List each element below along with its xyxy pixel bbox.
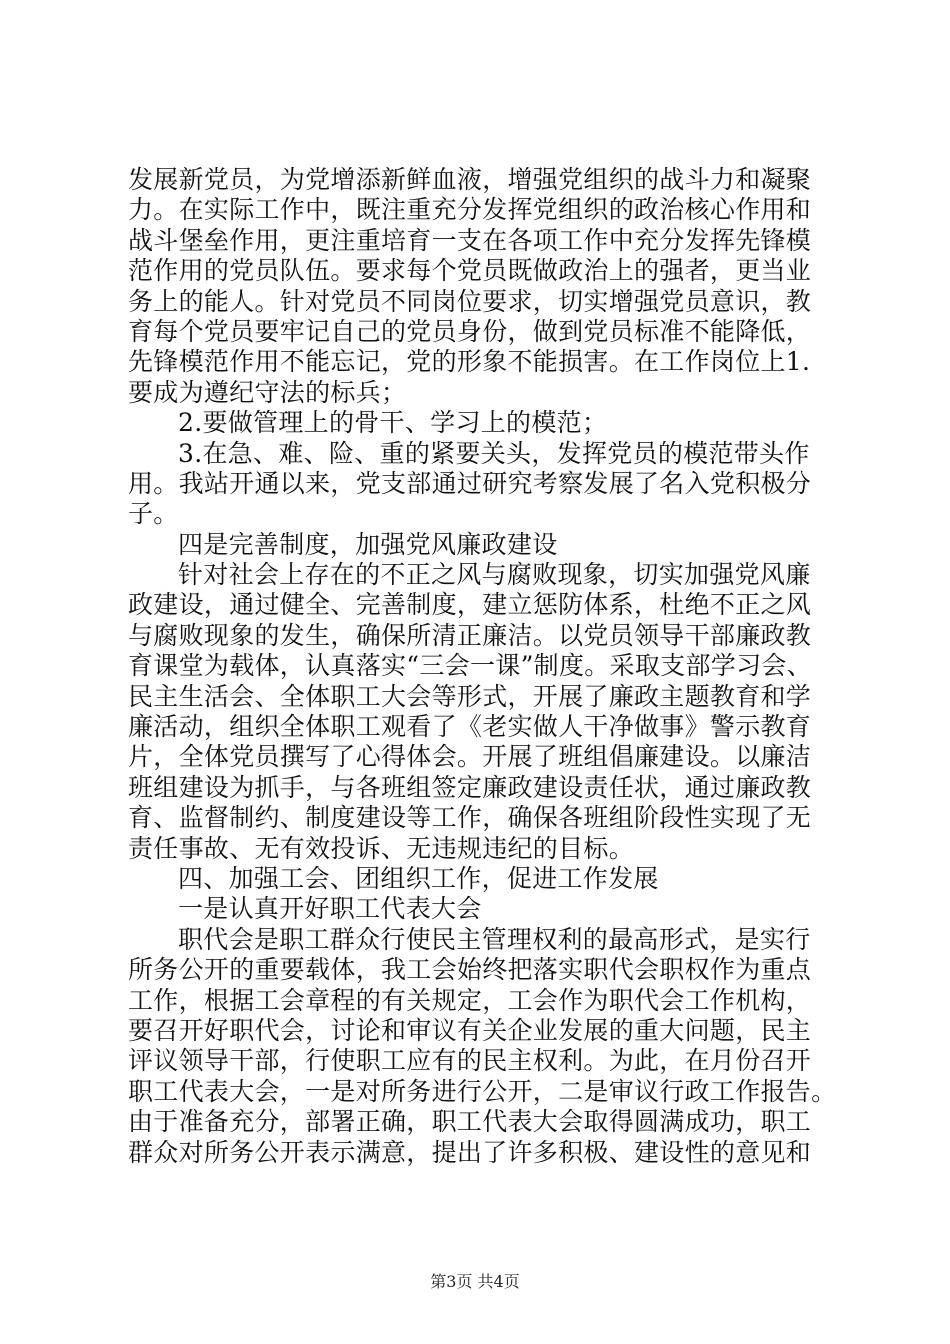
text-line: 范作用的党员队伍。要求每个党员既做政治上的强者，更当业 — [128, 256, 812, 286]
text-line: 责任事故、无有效投诉、无违规违纪的目标。 — [128, 833, 635, 863]
text-line: 2.要做管理上的骨干、学习上的模范； — [178, 408, 608, 438]
text-line: 用。我站开通以来，党支部通过研究考察发展了名入党积极分 — [128, 468, 812, 498]
text-line: 班组建设为抓手，与各班组签定廉政建设责任状，通过廉政教 — [128, 772, 812, 802]
text-line: 要成为遵纪守法的标兵； — [128, 377, 407, 407]
text-line: 廉活动，组织全体职工观看了《老实做人干净做事》警示教育 — [128, 712, 812, 742]
text-line: 力。在实际工作中，既注重充分发挥党组织的政治核心作用和 — [128, 195, 812, 225]
text-line: 3.在急、难、险、重的紧要关头，发挥党员的模范带头作 — [178, 438, 810, 468]
text-line: 职代会是职工群众行使民主管理权利的最高形式，是实行 — [178, 924, 811, 954]
document-body — [128, 165, 837, 1168]
text-line: 发展新党员，为党增添新鲜血液，增强党组织的战斗力和凝聚 — [128, 165, 812, 194]
text-line: 政建设，通过健全、完善制度，建立惩防体系，杜绝不正之风 — [128, 590, 812, 620]
text-line: 战斗堡垒作用，更注重培育一支在各项工作中充分发挥先锋模 — [128, 225, 812, 255]
page-number-footer: 第3页 共4页 — [430, 1272, 520, 1291]
text-line: 针对社会上存在的不正之风与腐败现象，切实加强党风廉 — [178, 560, 811, 590]
text-line: 职工代表大会，一是对所务进行公开，二是审议行政工作报告。 — [128, 1076, 837, 1106]
text-line: 育、监督制约、制度建设等工作，确保各班组阶段性实现了无 — [128, 803, 812, 833]
text-line: 先锋模范作用不能忘记，党的形象不能损害。在工作岗位上1. — [128, 347, 811, 377]
text-line: 子。 — [128, 499, 179, 529]
text-line: 要召开好职代会，讨论和审议有关企业发展的重大问题，民主 — [128, 1015, 812, 1045]
text-line: 评议领导干部，行使职工应有的民主权利。为此，在月份召开 — [128, 1046, 812, 1076]
text-line: 育课堂为载体，认真落实“三会一课”制度。采取支部学习会、 — [128, 651, 812, 681]
text-line: 民主生活会、全体职工大会等形式，开展了廉政主题教育和学 — [128, 681, 812, 711]
text-line: 片，全体党员撰写了心得体会。开展了班组倡廉建设。以廉洁 — [128, 742, 812, 772]
text-line: 由于准备充分，部署正确，职工代表大会取得圆满成功，职工 — [128, 1107, 812, 1137]
section-heading: 四是完善制度，加强党风廉政建设 — [178, 529, 558, 559]
section-heading: 四、加强工会、团组织工作，促进工作发展 — [178, 863, 659, 893]
text-line: 工作，根据工会章程的有关规定，工会作为职代会工作机构， — [128, 985, 812, 1015]
text-line: 群众对所务公开表示满意，提出了许多积极、建设性的意见和 — [128, 1137, 812, 1167]
section-heading: 一是认真开好职工代表大会 — [178, 894, 482, 924]
text-line: 务上的能人。针对党员不同岗位要求，切实增强党员意识，教 — [128, 286, 812, 316]
text-line: 所务公开的重要载体，我工会始终把落实职代会职权作为重点 — [128, 955, 812, 985]
text-line: 与腐败现象的发生，确保所清正廉洁。以党员领导干部廉政教 — [128, 620, 812, 650]
text-line: 育每个党员要牢记自己的党员身份，做到党员标准不能降低， — [128, 316, 812, 346]
